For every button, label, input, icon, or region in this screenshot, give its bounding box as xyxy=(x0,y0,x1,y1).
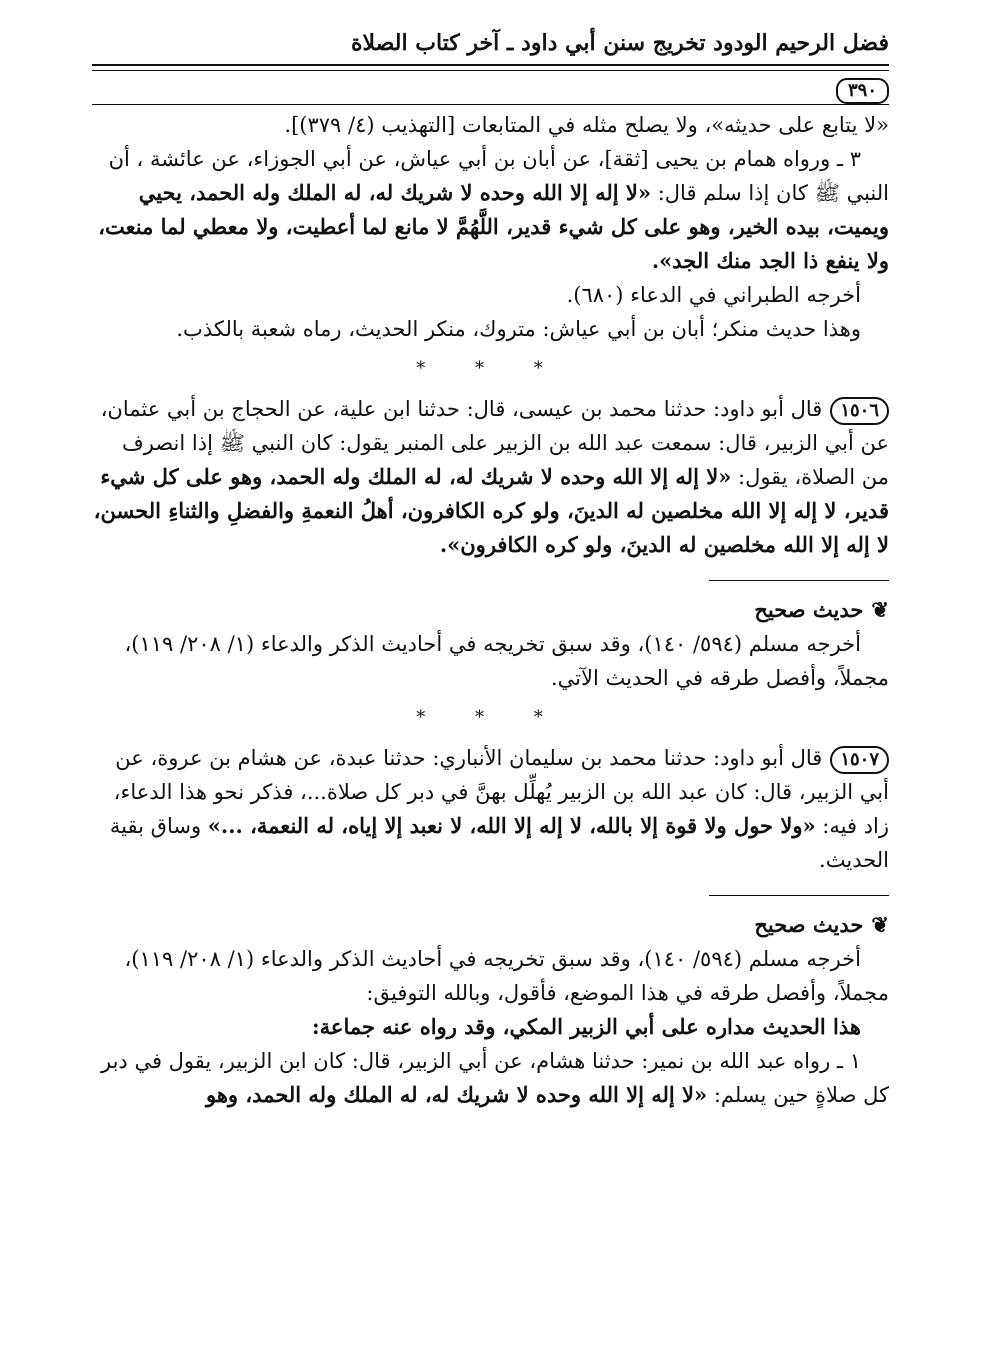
section-separator: * * * xyxy=(416,358,565,379)
header-rule xyxy=(92,64,889,66)
hadith-text: «لا إله إلا الله وحده لا شريك له، له الملك وله الحمد، يحيي ويميت، بيده الخير، وهو على كل شيء قدير، اللَّهُمَّ لا مانع لما أعطيت، ولا معطي لما منعت، ولا ينفع ذا الجد منك الجد». xyxy=(98,180,889,273)
header-rule xyxy=(92,104,889,105)
hadith-1506 xyxy=(92,392,889,562)
verdict xyxy=(92,908,889,942)
hadith-1507 xyxy=(92,741,889,877)
divider xyxy=(709,580,889,581)
paragraph: أخرجه الطبراني في الدعاء (٦٨٠). xyxy=(566,283,861,307)
paragraph xyxy=(92,142,889,278)
hadith-text: «ولا حول ولا قوة إلا بالله، لا إله إلا الله، لا نعبد إلا إياه، له النعمة، ...» xyxy=(207,813,816,838)
running-title: فضل الرحيم الودود تخريج سنن أبي داود ـ آخر كتاب الصلاة xyxy=(351,30,889,56)
page-header xyxy=(92,30,889,108)
page-body xyxy=(92,108,889,1112)
paragraph xyxy=(92,1044,889,1112)
paragraph: أخرجه مسلم (٥٩٤/ ١٤٠)، وقد سبق تخريجه في أحاديث الذكر والدعاء (١/ ٢٠٨/ ١١٩)، مجملاً، وأفصل طرقه في هذا الموضع، فأقول، وبالله التوفيق: xyxy=(124,947,889,1005)
paragraph: «لا يتابع على حديثه»، ولا يصلح مثله في المتابعات [التهذيب (٤/ ٣٧٩)]. xyxy=(284,113,889,137)
section-separator: * * * xyxy=(416,707,565,728)
paragraph-text: وساق بقية الحديث. xyxy=(109,814,889,872)
page-number: ٣٩٠ xyxy=(836,78,889,104)
verdict-text: حديث صحيح xyxy=(754,597,864,622)
hadith-text: «لا إله إلا الله وحده لا شريك له، له الملك وله الحمد، وهو xyxy=(206,1082,708,1107)
hadith-number: ١٥٠٦ xyxy=(830,397,889,425)
verdict-text: حديث صحيح xyxy=(754,912,864,937)
paragraph: هذا الحديث مداره على أبي الزبير المكي، وقد رواه عنه جماعة: xyxy=(311,1014,861,1039)
paragraph: أخرجه مسلم (٥٩٤/ ١٤٠)، وقد سبق تخريجه في أحاديث الذكر والدعاء (١/ ٢٠٨/ ١١٩)، مجملاً، وأفصل طرقه في الحديث الآتي. xyxy=(124,632,889,690)
divider xyxy=(709,895,889,896)
verdict xyxy=(92,593,889,627)
header-rule xyxy=(92,70,889,71)
hadith-text: «لا إله إلا الله وحده لا شريك له، له الملك وله الحمد، وهو على كل شيء قدير، لا إله إلا الله مخلصين له الدينَ، ولو كره الكافرون، أهلُ النعمةِ والفضلِ والثناءِ الحسن، لا إله إلا الله مخلصين له الدينَ، ولو كره الكافرون». xyxy=(93,464,889,557)
ornament-icon: ❦ xyxy=(871,597,889,622)
hadith-number: ١٥٠٧ xyxy=(830,746,889,774)
hadith-isnad: قال أبو داود: حدثنا محمد بن عيسى، قال: حدثنا ابن علية، عن الحجاج بن أبي عثمان، عن أبي الزبير، قال: سمعت عبد الله بن الزبير على المنبر يقول: كان النبي ﷺ إذا انصرف من الصلاة، يقول: xyxy=(100,397,889,489)
paragraph: وهذا حديث منكر؛ أبان بن أبي عياش: متروك، منكر الحديث، رماه شعبة بالكذب. xyxy=(176,317,861,341)
hadith-isnad: قال أبو داود: حدثنا محمد بن سليمان الأنباري: حدثنا عبدة، عن هشام بن عروة، عن أبي الزبير، قال: كان عبد الله بن الزبير يُهلِّل بهنَّ في دبر كل صلاة...، فذكر نحو هذا الدعاء، زاد فيه: xyxy=(113,746,889,838)
paragraph-text: ٣ ـ ورواه همام بن يحيى [ثقة]، عن أبان بن أبي عياش، عن أبي الجوزاء، عن عائشة ، أن النبي ﷺ كان إذا سلم قال: xyxy=(108,147,889,205)
paragraph-text: ١ ـ رواه عبد الله بن نمير: حدثنا هشام، عن أبي الزبير، قال: كان ابن الزبير، يقول في دبر كل صلاةٍ حين يسلم: xyxy=(100,1049,889,1107)
ornament-icon: ❦ xyxy=(871,912,889,937)
